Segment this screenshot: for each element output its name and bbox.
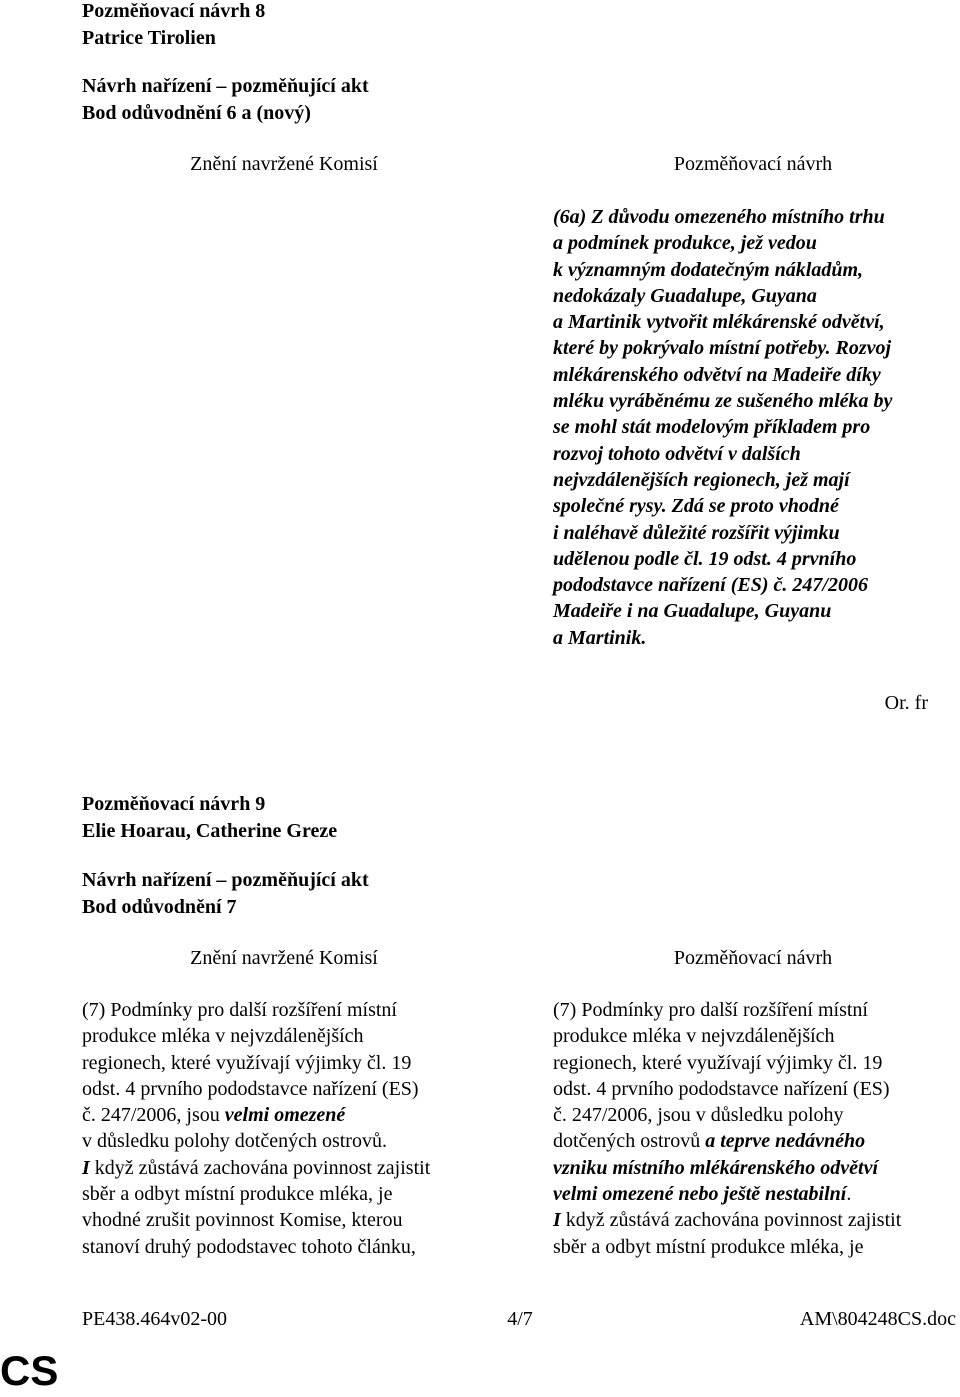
amendment-9-title: Pozměňovací návrh 9 — [82, 793, 266, 815]
text-line: v důsledku polohy dotčených ostrovů. — [82, 1130, 387, 1153]
amendment-9-right-column-header: Pozměňovací návrh — [673, 947, 833, 969]
footer-language-code: CS — [0, 1347, 59, 1394]
text-line: vhodné zrušit povinnost Komise, kterou — [82, 1209, 403, 1232]
text-line: které by pokrývalo místní potřeby. Rozvoj — [553, 337, 892, 360]
amendment-9-left-text — [82, 997, 492, 1260]
text-segment: č. 247/2006, jsou — [82, 1104, 225, 1127]
text-line: č. 247/2006, jsou v důsledku polohy — [553, 1104, 844, 1127]
text-line: sběr a odbyt místní produkce mléka, je — [553, 1235, 864, 1258]
text-line: regionech, které využívají výjimky čl. 19 — [82, 1051, 412, 1074]
text-line: (6a) Z důvodu omezeného místního trhu — [553, 206, 885, 228]
amendment-9-recital: Bod odůvodnění 7 — [82, 896, 237, 918]
text-line: odst. 4 prvního pododstavce nařízení (ES) — [82, 1077, 419, 1100]
text-line — [82, 1102, 492, 1128]
inserted-text: I — [553, 1209, 561, 1232]
inserted-text: a teprve nedávného — [705, 1130, 866, 1153]
text-line: odst. 4 prvního pododstavce nařízení (ES) — [553, 1077, 890, 1100]
text-line: a podmínek produkce, jež vedou — [553, 232, 817, 255]
text-segment: dotčených ostrovů — [553, 1130, 706, 1153]
text-line: nejvzdálenějších regionech, jež mají — [553, 468, 850, 491]
amendment-9-author: Elie Hoarau, Catherine Greze — [82, 820, 338, 842]
text-line: společné rysy. Zdá se proto vhodné — [553, 495, 839, 518]
text-line — [553, 1207, 958, 1233]
text-line: i naléhavě důležité rozšířit výjimku — [553, 521, 840, 544]
text-line — [553, 1128, 958, 1154]
text-line — [553, 1181, 958, 1207]
text-line: produkce mléka v nejvzdálenějších — [82, 1025, 364, 1048]
amendment-8-right-text — [553, 204, 958, 651]
text-line: se mohl stát modelovým příkladem pro — [553, 416, 871, 439]
amendment-8-recital: Bod odůvodnění 6 a (nový) — [82, 102, 311, 124]
footer-page-number: 4/7 — [507, 1308, 533, 1330]
text-line: a Martinik. — [553, 626, 647, 649]
text-line: stanoví druhý pododstavec tohoto článku, — [82, 1235, 416, 1258]
amendment-8-author: Patrice Tirolien — [82, 27, 216, 49]
text-line: rozvoj tohoto odvětví v dalších — [553, 442, 801, 465]
text-segment: když zůstává zachována povinnost zajistit — [89, 1156, 431, 1179]
text-line: nedokázaly Guadalupe, Guyana — [553, 284, 817, 307]
amendment-9-right-text — [553, 997, 958, 1260]
footer-file-name: AM\804248CS.doc — [799, 1308, 956, 1330]
inserted-text: vzniku místního mlékárenského odvětví — [553, 1156, 879, 1179]
inserted-text: velmi omezené nebo ještě nestabilní — [553, 1183, 847, 1206]
amendment-9-proposal-type: Návrh nařízení – pozměňující akt — [82, 869, 369, 891]
text-line: k významným dodatečným nákladům, — [553, 258, 863, 281]
amendment-8-title: Pozměňovací návrh 8 — [82, 0, 266, 22]
text-segment: když zůstává zachována povinnost zajistit — [560, 1209, 902, 1232]
amendment-8-proposal-type: Návrh nařízení – pozměňující akt — [82, 75, 369, 97]
deleted-text: velmi omezené — [224, 1104, 346, 1127]
amendment-8-left-column-header: Znění navržené Komisí — [190, 153, 378, 175]
text-line: pododstavce nařízení (ES) č. 247/2006 — [553, 574, 868, 597]
text-line: produkce mléka v nejvzdálenějších — [553, 1025, 835, 1048]
deleted-text: I — [82, 1156, 90, 1179]
text-line: (7) Podmínky pro další rozšíření místní — [82, 999, 397, 1021]
amendment-8-right-column-header: Pozměňovací návrh — [673, 153, 833, 175]
text-line — [82, 1155, 492, 1181]
text-line: udělenou podle čl. 19 odst. 4 prvního — [553, 547, 857, 570]
text-line: (7) Podmínky pro další rozšíření místní — [553, 999, 868, 1021]
footer-document-reference: PE438.464v02-00 — [82, 1308, 227, 1330]
amendment-9-left-column-header: Znění navržené Komisí — [190, 947, 378, 969]
text-line: regionech, které využívají výjimky čl. 19 — [553, 1051, 883, 1074]
text-segment: . — [846, 1183, 852, 1206]
text-line: mléku vyráběnému ze sušeného mléka by — [553, 390, 893, 413]
text-line: Madeiře i na Guadalupe, Guyanu — [553, 600, 832, 623]
text-line: a Martinik vytvořit mlékárenské odvětví, — [553, 311, 885, 334]
text-line: sběr a odbyt místní produkce mléka, je — [82, 1183, 393, 1206]
original-language-label: Or. fr — [884, 692, 928, 714]
text-line: mlékárenského odvětví na Madeiře díky — [553, 363, 881, 386]
